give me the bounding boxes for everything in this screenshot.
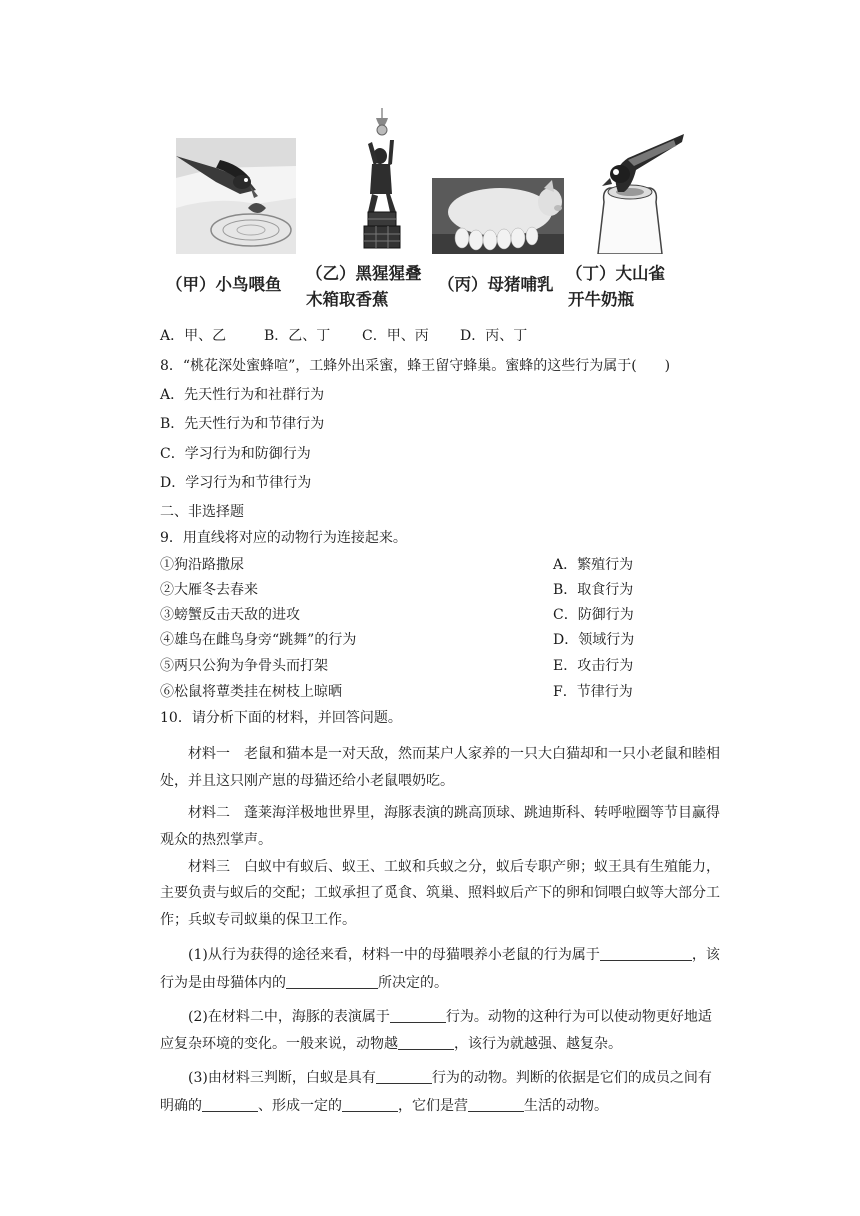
q10-part3-line2 <box>160 1096 608 1116</box>
q9-right-item: C．防御行为 <box>553 607 634 623</box>
sow-nursing-piglets-image <box>432 178 564 254</box>
q10-part1-line1 <box>188 945 720 965</box>
q10-part1-text: 所决定的。 <box>378 975 448 991</box>
answer-blank[interactable] <box>600 946 692 961</box>
answer-blank[interactable] <box>376 1069 432 1084</box>
answer-blank[interactable] <box>468 1097 524 1112</box>
q7-option-a: A．甲、乙 <box>160 328 227 344</box>
q9-right-item: A．繁殖行为 <box>553 557 634 573</box>
q8-option-b: B．先天性行为和节律行为 <box>160 416 325 432</box>
q8-option-a: A．先天性行为和社群行为 <box>160 387 325 403</box>
q10-part1-text: ，该 <box>691 947 720 963</box>
q10-part2-text: (2)在材料二中，海豚的表演属于 <box>188 1009 390 1025</box>
q9-stem: 9．用直线将对应的动物行为连接起来。 <box>160 530 407 546</box>
caption-jia: （甲）小鸟喂鱼 <box>166 275 282 294</box>
q10-part3-line1 <box>188 1068 712 1088</box>
answer-blank[interactable] <box>390 1008 446 1023</box>
q10-part3-text: 行为的动物。判断的依据是它们的成员之间有 <box>431 1070 712 1086</box>
q10-part2-line2 <box>160 1034 622 1054</box>
section2-title: 二、非选择题 <box>160 504 244 520</box>
q10-material2: 观众的热烈掌声。 <box>160 832 272 848</box>
q10-material3: 材料三 白蚁中有蚁后、蚁王、工蚁和兵蚁之分，蚁后专职产卵；蚁王具有生殖能力， <box>188 859 720 875</box>
caption-ding-line1: （丁）大山雀 <box>566 264 665 283</box>
q10-part2-line1 <box>188 1007 712 1027</box>
q8-option-c: C．学习行为和防御行为 <box>160 446 311 462</box>
q10-material1: 材料一 老鼠和猫本是一对天敌，然而某户人家养的一只大白猫却和一只小老鼠和睦相 <box>188 746 720 762</box>
q10-part3-text: (3)由材料三判断，白蚁是具有 <box>188 1070 376 1086</box>
q10-stem: 10．请分析下面的材料，并回答问题。 <box>160 710 402 726</box>
answer-blank[interactable] <box>398 1035 454 1050</box>
q9-right-item: B．取食行为 <box>553 582 634 598</box>
q8-option-d: D．学习行为和节律行为 <box>160 475 312 491</box>
q10-material2: 材料二 蓬莱海洋极地世界里，海豚表演的跳高顶球、跳迪斯科、转呼啦圈等节目赢得 <box>188 805 720 821</box>
q7-option-c: C．甲、丙 <box>362 328 429 344</box>
caption-bing: （丙）母猪哺乳 <box>438 275 554 294</box>
q9-right-item: F．节律行为 <box>553 684 633 700</box>
q10-part2-text: 应复杂环境的变化。一般来说，动物越 <box>160 1036 398 1052</box>
bird-feeding-fish-image <box>176 138 296 254</box>
answer-blank[interactable] <box>342 1097 398 1112</box>
answer-blank[interactable] <box>202 1097 258 1112</box>
q9-left-item: ④雄鸟在雌鸟身旁“跳舞”的行为 <box>160 632 357 648</box>
q10-material3: 主要负责与蚁后的交配；工蚁承担了觅食、筑巢、照料蚁后产下的卵和饲喂白蚁等大部分工 <box>160 885 720 901</box>
q10-part1-text: (1)从行为获得的途径来看，材料一中的母猫喂养小老鼠的行为属于 <box>188 947 600 963</box>
great-tit-opening-milk-bottle-image <box>574 130 686 254</box>
q10-material3: 作；兵蚁专司蚁巢的保卫工作。 <box>160 912 356 928</box>
chimpanzee-stacking-boxes-image <box>356 108 408 250</box>
q9-left-item: ⑤两只公狗为争骨头而打架 <box>160 658 328 674</box>
q10-part2-text: ，该行为就越强、越复杂。 <box>454 1036 622 1052</box>
q7-option-d: D．丙、丁 <box>460 328 528 344</box>
caption-yi-line2: 木箱取香蕉 <box>306 290 389 309</box>
q10-part3-text: 生活的动物。 <box>524 1098 608 1114</box>
q10-part1-line2 <box>160 973 448 993</box>
q7-option-b: B．乙、丁 <box>264 328 331 344</box>
q9-left-item: ①狗沿路撒尿 <box>160 557 244 573</box>
q10-part1-text: 行为是由母猫体内的 <box>160 975 286 991</box>
q9-left-item: ③螃蟹反击天敌的进攻 <box>160 607 300 623</box>
q9-left-item: ⑥松鼠将蕈类挂在树枝上晾晒 <box>160 684 342 700</box>
q9-right-item: E．攻击行为 <box>553 658 634 674</box>
q8-stem: 8．“桃花深处蜜蜂喧”，工蜂外出采蜜，蜂王留守蜂巢。蜜蜂的这些行为属于( ) <box>160 358 671 374</box>
q10-part3-text: ，它们是营 <box>398 1098 468 1114</box>
caption-yi-line1: （乙）黑猩猩叠 <box>306 264 422 283</box>
q9-right-item: D．领域行为 <box>553 632 635 648</box>
q9-left-item: ②大雁冬去春来 <box>160 582 258 598</box>
q10-material1: 处，并且这只刚产崽的母猫还给小老鼠喂奶吃。 <box>160 773 454 789</box>
answer-blank[interactable] <box>286 974 378 989</box>
q10-part2-text: 行为。动物的这种行为可以使动物更好地适 <box>445 1009 712 1025</box>
caption-ding-line2: 开牛奶瓶 <box>568 290 634 309</box>
q10-part3-text: 、形成一定的 <box>258 1098 342 1114</box>
q10-part3-text: 明确的 <box>160 1098 202 1114</box>
